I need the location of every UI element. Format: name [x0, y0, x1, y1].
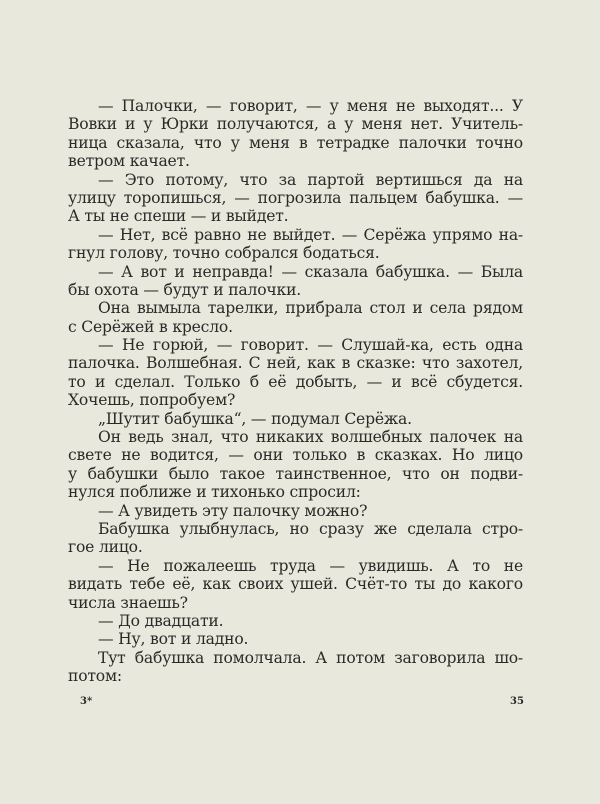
text-line: улицу торопишься, — погрозила пальцем бабушка. — [68, 188, 523, 207]
signature-mark: 3* [80, 696, 93, 707]
text-line: то и сделал. Только б её добыть, — и всё сбудется. [68, 372, 523, 391]
text-line: числа знаешь? [68, 593, 188, 612]
paragraph [68, 263, 523, 300]
text-line: — До двадцати. [98, 611, 224, 630]
paragraph [68, 612, 523, 630]
text-line: Он ведь знал, что никаких волшебных палочек на [98, 428, 523, 447]
text-line: бы охота — будут и палочки. [68, 280, 302, 299]
text-line: палочка. Волшебная. С ней, как в сказке: что захотел, [68, 354, 523, 373]
text-line: — Нет, всё равно не выйдет. — Серёжа упрямо на- [98, 225, 523, 244]
paragraph [68, 649, 523, 686]
text-line: Она вымыла тарелки, прибрала стол и села рядом [98, 299, 523, 318]
text-line: Хочешь, попробуем? [68, 391, 236, 410]
text-line: — Ну, вот и ладно. [98, 630, 249, 649]
text-line: — Это потому, что за партой вертишься да на [98, 170, 523, 189]
page-body-text [68, 97, 523, 686]
text-line: ница сказала, что у меня в тетрадке палочки точно [68, 133, 523, 152]
paragraph [68, 502, 523, 520]
text-line: гнул голову, точно собрался бодаться. [68, 244, 380, 263]
paragraph [68, 171, 523, 226]
paragraph [68, 299, 523, 336]
text-line: Вовки и у Юрки получаются, а у меня нет. Учитель- [68, 115, 523, 134]
text-line: Бабушка улыбнулась, но сразу же сделала стро- [98, 519, 523, 538]
text-line: Тут бабушка помолчала. А потом заговорила шо- [98, 648, 523, 667]
text-line: — Не пожалеешь труда — увидишь. А то не [98, 556, 523, 575]
paragraph [68, 410, 523, 428]
text-line: потом: [68, 667, 122, 686]
text-line: с Серёжей в кресло. [68, 317, 233, 336]
paragraph [68, 520, 523, 557]
page-number: 35 [510, 696, 524, 707]
text-line: свете не водится, — они только в сказках. Но лицо [68, 446, 523, 465]
text-line: — Не горюй, — говорит. — Слушай-ка, есть одна [98, 336, 523, 355]
text-line: у бабушки было такое таинственное, что он подви- [68, 464, 523, 483]
text-line: нулся поближе и тихонько спросил: [68, 483, 361, 502]
text-line: — А увидеть эту палочку можно? [98, 501, 368, 520]
paragraph [68, 226, 523, 263]
paragraph [68, 557, 523, 612]
text-line: видать тебе её, как своих ушей. Счёт-то ты до какого [68, 575, 523, 594]
text-line: — Палочки, — говорит, — у меня не выходят... У [98, 97, 523, 115]
text-line: „Шутит бабушка“, — подумал Серёжа. [98, 409, 412, 428]
text-line: — А вот и неправда! — сказала бабушка. — Была [98, 262, 523, 281]
text-line: гое лицо. [68, 538, 143, 557]
text-line: ветром качает. [68, 152, 190, 171]
paragraph [68, 630, 523, 648]
text-line: А ты не спеши — и выйдет. [68, 207, 289, 226]
paragraph [68, 336, 523, 410]
paragraph [68, 428, 523, 502]
paragraph [68, 97, 523, 171]
